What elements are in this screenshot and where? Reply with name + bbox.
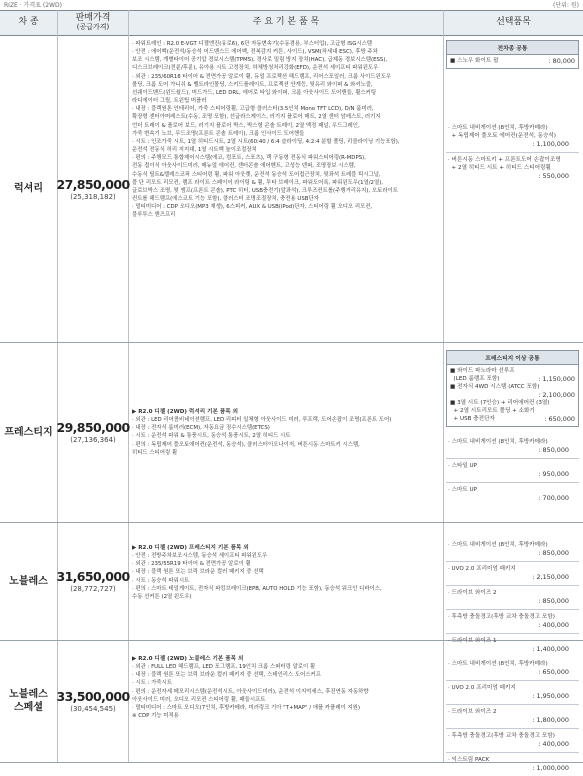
spec-line: ▶ R2.0 디젤 (2WD) 프레스티지 기본 품목 외 — [132, 545, 249, 551]
option-label: · 버튼시동 스마트키 + 프론트도어 손잡이조명 — [448, 157, 561, 163]
spec-line: · 외관 : 235/55R19 타이어 & 전면가공 알로이 휠 — [132, 561, 251, 568]
option-item — [446, 704, 579, 728]
option-label: · 드라이브 와이즈 2 — [448, 709, 497, 715]
option-label: ■ 3열 시트 (7인승) + 리어에어컨 (3열) — [450, 400, 550, 406]
price-cell — [58, 640, 128, 762]
spec-line: · 외관 : 235/60R18 타이어 & 전면가공 알로이 휠, 듀얼 프로젝션 헤드램프, 리어스포일러, 크롬 사이드윈도우 — [132, 73, 392, 80]
spec-line: 블루투스 핸즈프리 — [132, 212, 176, 219]
common-option-item — [450, 383, 575, 391]
supply-price: (25,318,182) — [70, 192, 116, 201]
supply-price: (28,772,727) — [70, 585, 116, 593]
spec-line: 가죽 변속기 노브, 무드조명(프론트 콘솔 트레이), 크롬 인사이드 도어핸들 — [132, 130, 305, 137]
option-price: : 850,000 — [538, 597, 569, 605]
spec-line: · 내장 : 블랙 원톤 또는 브릭 브라운 컬러 패키지 중 선택, 스테인리스 도어스커프 — [132, 672, 321, 679]
option-label: · 스마트 내비게이션 (8인치, 후방카메라) — [448, 542, 548, 548]
option-label: (LED 룸램프 포함) — [450, 376, 500, 382]
common-option-item — [450, 375, 575, 383]
sale-price: 33,500,000 — [56, 689, 130, 704]
option-label: · 스마트 내비게이션 (8인치, 후방카메라) — [448, 125, 548, 131]
option-label: + 독립제어 풀오토 에어컨(운전석, 동승석) — [448, 133, 556, 139]
spec-line: 전동 접이식 아웃사이드미러, 매뉴얼 에어컨, 센터콘솔 에어벤트, 고성능 덴퍼, 조명장보 시스템, — [132, 163, 356, 170]
spec-line: ▶ R2.0 디젤 (2WD) 럭셔리 기본 품목 외 — [132, 409, 239, 415]
top-caption — [0, 0, 583, 10]
spec-line: · 파워트레인 : R2.0 E-VGT 디젤엔진(유로6), 6단 자동변속기(수동겸용, 부스터업), 고급형 ISG시스템 — [132, 41, 373, 47]
common-option-item — [450, 415, 575, 423]
trim-name-text: 럭셔리 — [14, 183, 43, 194]
trim-name — [0, 640, 57, 762]
spec-line: · 시트 : 동승석 파워시트 — [132, 577, 190, 584]
option-price: : 650,000 — [538, 668, 569, 676]
common-options-title: 전차종 공통 — [447, 41, 578, 55]
option-price: : 80,000 — [548, 57, 575, 65]
option-price: : 1,150,000 — [538, 375, 575, 383]
option-price: : 1,950,000 — [532, 692, 569, 700]
option-label: + 2열 히티드 시트 + 히티드 스티어링휠 — [448, 165, 551, 171]
spec-line: 히티드 스티어링 휠 — [132, 449, 178, 456]
spec-line: 언더 트레이 & 플로어 보드, 러기지 플로어 박스, 박스형 콘솔 트레이, 2열 액정 패널, 우드그레인, — [132, 122, 360, 129]
spec-line: 풀 단 리모트 리모컨, 램프 라이트 스페이어 라이팅 & 휠, 투타 브레이크, 파워도어록, 파워윈도우(1열/2열), — [132, 179, 384, 186]
spec-list — [132, 544, 440, 601]
option-label: ■ 와이드 파노라마 선루프 — [450, 368, 515, 374]
spec-list — [132, 408, 440, 457]
spec-line: · 편의 : 주행모드 통합제어시스템(에코, 컴포트, 스포츠), 랙 구동형 전동식 파워스티어링(R-MDPS), — [132, 155, 366, 162]
option-item — [446, 482, 579, 506]
spec-line: 수동 선커튼 (2열 윈도우) — [132, 593, 192, 600]
supply-price: (30,454,545) — [70, 705, 116, 713]
header-price-label: 판매가격 — [75, 13, 111, 24]
spec-line: 라디에이터 그릴, 트윈팁 머플러 — [132, 98, 207, 105]
option-price: : 1,100,000 — [532, 140, 569, 148]
option-price: : 2,100,000 — [538, 391, 575, 399]
option-price: : 400,000 — [538, 740, 569, 748]
common-options-box — [446, 40, 579, 69]
spec-line: · 내장 : 전자식 룸미러(ECM), 자동요금 징수시스템(ETCS) — [132, 425, 270, 432]
common-options-title: 프레스티지 이상 공통 — [447, 351, 578, 365]
header-price — [58, 11, 128, 35]
spacer — [446, 69, 579, 121]
spec-line: 선쉐이드밴드(윈드쉴드), 머드가드, LED DRL, 에어로 타입 와이퍼, 크롬 아웃사이드 도어핸들, 휠스커팅 — [132, 89, 377, 96]
spec-line: · 시트 : 운전석 파워 & 통풍시트, 동승석 통풍시트, 2열 히티드 시트 — [132, 433, 291, 440]
spec-line: · 외관 : FULL LED 헤드램프, LED 포그램프, 19인치 크롬 스퍼터링 알로이 휠 — [132, 664, 316, 671]
option-item — [446, 538, 579, 561]
spec-line: · 시트 : 인조가죽 시트, 1열 히티드시트, 2열 시트(60:40 / 6:4 슬라이딩, 4:2:4 분할 폴딩, 리클라이닝 기능포함), — [132, 138, 400, 145]
spec-line: 보조 시스템, 개별타이어 공기압 경보시스템(TPMS), 경사로 밀림 방지 장치(HAC), 급제동 경보시스템(ESS), — [132, 57, 388, 64]
sale-price: 27,850,000 — [56, 176, 130, 192]
option-price: : 1,000,000 — [532, 764, 569, 772]
sale-price: 31,650,000 — [56, 569, 130, 584]
spec-line: · 내장 : 블랙 원톤 또는 브릭 브라운 컬러 패키지 중 선택 — [132, 569, 264, 576]
spec-line: · 내장 : 블랙원톤 인테리어, 가죽 스티어링휠, 고급형 클러스터(3.5인치 Mono TFT LCD), D/N 룸미러, — [132, 106, 374, 113]
option-label: + 2열 시트리모트 폴딩 + 소화기 — [450, 408, 535, 414]
top-caption-left: RIZE · 가격표 (2WD) — [4, 2, 62, 9]
option-label: · UVO 2.0 프리미엄 패키지 — [448, 685, 516, 691]
common-option-item — [450, 399, 575, 407]
spec-line: ▶ R2.0 디젤 (2WD) 노블레스 기본 품목 외 — [132, 656, 244, 662]
common-options-list — [447, 365, 578, 426]
option-item — [446, 680, 579, 704]
spec-list — [132, 40, 440, 219]
common-option-item — [450, 391, 575, 399]
trim-name-text: 프레스티지 — [4, 426, 53, 438]
option-item — [446, 121, 579, 152]
option-label: · 후측방 충돌경고(후방 교차 충돌경고 포함) — [448, 733, 555, 739]
spec-line: 컨트롤 헤드램프(에스코트 기능 포함), 클러스터 조명조절장치, 충전용 USB단자 — [132, 195, 319, 202]
spec-line: 확장형 센터아머레스트(수동, 조명 포함), 선글라스케이스, 러기지 플로어 매트, 2열 센터 암레스트, 러기지 — [132, 114, 381, 121]
option-label: · 후측방 충돌경고(후방 교차 충돌경고 포함) — [448, 614, 555, 620]
trim-name — [0, 522, 57, 640]
table-header — [0, 10, 583, 36]
spec-line: · 시트 : 가죽시트 — [132, 680, 172, 687]
header-trim: 차 종 — [18, 17, 39, 28]
option-price: : 850,000 — [538, 446, 569, 454]
spec-line: ※ CDP 기능 미적용 — [132, 713, 179, 720]
options-cell — [446, 657, 579, 776]
spec-line: 디스크브레이크(전륜/후륜), 유아용 시트 고정장치, 하체방청처리강화(EFD), 운전석 세이프티 파워윈도우 — [132, 65, 379, 72]
option-label: · 스마트 UP — [448, 487, 478, 493]
option-label: · 드라이브 와이즈 2 — [448, 590, 497, 596]
trim-name — [0, 342, 57, 522]
spec-line: 수동식 틸트&텔레스코픽 스티어링 휠, 파워 아웃렛, 운전석 동승석 도어접근장치, 뒷좌석 트레블 틱시그널, — [132, 171, 381, 178]
common-option-item — [450, 367, 575, 375]
header-price-sub: (공급가격) — [76, 23, 110, 32]
header-spec: 주 요 기 본 품 목 — [252, 17, 320, 28]
price-cell — [58, 342, 128, 522]
options-cell — [446, 40, 579, 184]
option-item — [446, 657, 579, 680]
option-price: : 2,150,000 — [532, 573, 569, 581]
option-item — [446, 561, 579, 585]
price-cell — [58, 35, 128, 342]
option-item — [446, 728, 579, 752]
option-item — [446, 458, 579, 482]
option-label: · 스마트 내비게이션 (8인치, 후방카메라) — [448, 661, 548, 667]
option-label: · UVO 2.0 프리미엄 패키지 — [448, 566, 516, 572]
option-label: ■ 전자식 4WD 시스템 (ATCC 포함) — [450, 384, 540, 390]
option-label: · 스타일 UP — [448, 463, 478, 469]
option-item — [446, 752, 579, 776]
option-price: : 1,800,000 — [532, 716, 569, 724]
trim-name-text: 노블레스 스페셜 — [9, 689, 48, 713]
price-cell — [58, 522, 128, 640]
common-options-box — [446, 350, 579, 427]
options-cell — [446, 350, 579, 506]
option-label: ■ 스노우 화이트 펄 — [450, 58, 499, 64]
option-label: · 드라이브 와이즈 1 — [448, 638, 497, 644]
sale-price: 29,850,000 — [56, 420, 130, 435]
option-price: : 650,000 — [544, 415, 575, 423]
spec-line: · 편의 : 스마트 테일게이트, 전자식 파킹브레이크(EPB, AUTO HOLD 기능 포함), 동승석 워크인 디바이스, — [132, 585, 382, 592]
common-option-item — [450, 407, 575, 415]
spacer — [446, 427, 579, 435]
supply-price: (27,136,364) — [70, 436, 116, 444]
option-item — [446, 152, 579, 184]
spec-line: · 안전 : 전방주차보조시스템, 동승석 세이프티 파워윈도우 — [132, 553, 268, 560]
trim-name-text: 노블레스 — [9, 575, 48, 587]
spec-list — [132, 655, 440, 720]
option-price: : 1,400,000 — [532, 645, 569, 653]
spec-line: 몰딩, 크롬 도어 가니쉬 & 벨트라인몰딩, 스키드플레이트, 프로젝션 안개등, 뒷유리 와이퍼 & 와셔노즐, — [132, 81, 373, 88]
option-price: : 700,000 — [538, 494, 569, 502]
spec-line: 아웃사이드 미러, 오디오 리모컨 스티어링 휠, 패들시프트 — [132, 696, 266, 703]
header-options: 선택품목 — [496, 17, 531, 28]
unit-note: (단위: 원) — [553, 2, 579, 9]
spec-line: · 편의 : 운전자세 메모리시스템(운전석시트, 아웃사이드미러), 운전석 이지억세스, 후진연동 자동하향 — [132, 688, 369, 695]
spec-line: · 멀티미디어 : CDP 오디오(MP3 재생), 6스피커, AUX & USB(iPod)단자, 스티어링 휠 오디오 리모컨, — [132, 204, 373, 211]
spec-line: · 안전 : 에어백(운전석/동승석 어드밴스드 에어백, 전복감지 커튼, 사이드), VSM(차세대 ESC), 후방 주차 — [132, 49, 378, 56]
option-item — [446, 585, 579, 609]
option-label: + USB 충전단자 — [450, 416, 495, 422]
option-item — [446, 609, 579, 633]
trim-name — [0, 35, 57, 342]
option-price: : 400,000 — [538, 621, 569, 629]
spec-line: 글로브박스 조명, 뒷 엠프(프론트 콘솔), PTC 히터, USB충전기(앞좌석), 크루즈컨트롤(주행거리유지), 오토라이트 — [132, 187, 398, 194]
option-label: · 익스트림 PACK — [448, 757, 490, 763]
option-item — [446, 435, 579, 458]
option-price: : 950,000 — [538, 470, 569, 478]
spec-line: · 편의 : 독립제어 풀오토에어컨(운전석, 동승석), 클러스터이오나이저, 버튼시동 스마트키 시스템, — [132, 441, 360, 448]
common-options-list — [447, 55, 578, 68]
option-label: · 스마트 내비게이션 (8인치, 후방카메라) — [448, 439, 548, 445]
option-price: : 550,000 — [538, 172, 569, 180]
spec-line: 운전석 전동식 허리 지지대, 1열 시트백 높이조절장치 — [132, 147, 257, 154]
option-price: : 850,000 — [538, 549, 569, 557]
common-option-item — [450, 57, 575, 65]
spec-line: · 멀티미디어 : 스마트 오디오(7인치, 후방카메라, 미러링크 기아 "T+MAP" / 애플 카플레이 지원) — [132, 704, 360, 711]
spec-line: · 외관 : LED 리어콤비네이션램프, LED 리피터 일체형 아웃사이드 미러, 루프랙, 도어손잡이 조명(프론트 도어) — [132, 417, 392, 424]
